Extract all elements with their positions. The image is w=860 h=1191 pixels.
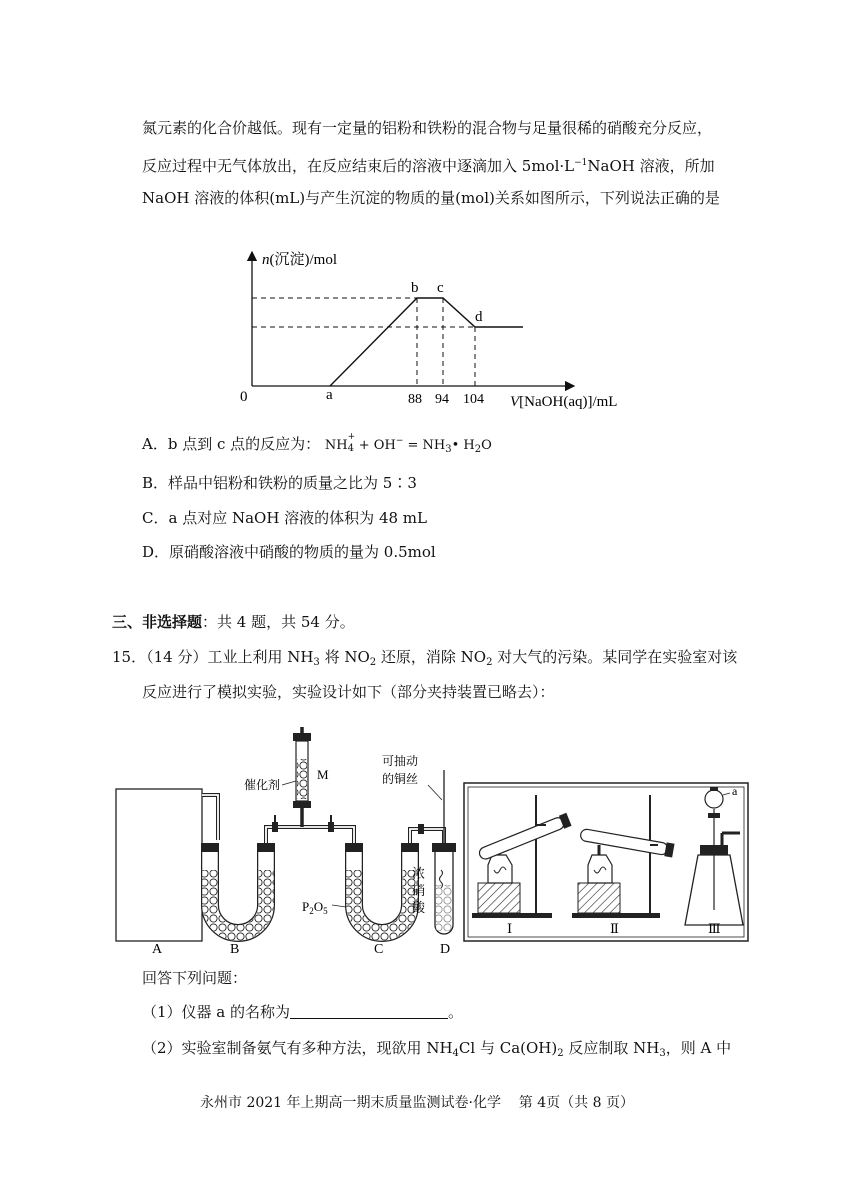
answer-blank-1[interactable] — [290, 1004, 448, 1019]
section-heading-bold: 三、非选择题 — [112, 613, 203, 631]
label-p2o5 — [302, 899, 328, 916]
label-m: M — [317, 767, 329, 782]
q2-sub1: 4 — [452, 1048, 459, 1059]
precipitate-chart — [230, 246, 650, 416]
option-a-equation — [324, 432, 492, 455]
label-roman-i: Ⅰ — [507, 921, 513, 936]
x-axis-label-rest: [NaOH(aq)]/mL — [519, 394, 618, 410]
tube-c-to-d — [410, 829, 444, 843]
q15-sub-3: 2 — [486, 657, 493, 668]
stopcock-left — [272, 815, 278, 832]
question-2 — [142, 1038, 731, 1064]
test-tube-d — [432, 843, 456, 934]
p2o5-o: O — [313, 899, 324, 914]
eq-nh4-sub: 4 — [347, 443, 355, 454]
option-a-label: A．b 点到 c 点的反应为： — [142, 435, 321, 453]
section-heading — [112, 612, 355, 632]
q15-sub-2: 2 — [369, 657, 377, 668]
point-label-c: c — [437, 280, 444, 296]
p2o5-p: P — [302, 899, 310, 914]
x-axis-label-v: V — [510, 394, 520, 410]
eq-oh-sup: − — [395, 436, 404, 446]
q2-c: 反应制取 NH — [563, 1039, 660, 1057]
q15-line-1-b: 将 NO — [319, 648, 370, 666]
option-d: D．原硝酸溶液中硝酸的物质的量为 0.5mol — [142, 543, 436, 561]
origin-label: 0 — [240, 389, 248, 405]
y-axis-label-n: n — [262, 252, 270, 268]
label-acid-3: 酸 — [412, 900, 426, 915]
intro-line-2-sup: −1 — [574, 158, 588, 168]
precipitate-curve — [330, 298, 523, 386]
intro-line-2 — [142, 153, 715, 176]
point-label-b: b — [411, 280, 419, 296]
q2-d: ，则 A 中 — [665, 1039, 732, 1057]
x-tick-94: 94 — [435, 392, 449, 407]
q15-sub-1: 3 — [313, 657, 320, 668]
q15-line-1-a: 15．（14 分）工业上利用 NH — [112, 648, 314, 666]
label-acid-1: 浓 — [412, 866, 426, 881]
question-1-end: 。 — [448, 1003, 464, 1021]
u-tube-b — [201, 843, 275, 933]
label-copper-1: 可抽动 — [382, 754, 419, 768]
eq-nh4: NH — [324, 438, 348, 453]
x-tick-88: 88 — [408, 392, 422, 407]
eq-h2o-sub: 2 — [474, 444, 482, 455]
y-axis-label-rest: (沉淀)/mol — [269, 252, 337, 268]
option-b: B．样品中铝粉和铁粉的质量之比为 5∶3 — [142, 474, 417, 492]
x-axis-label — [510, 394, 617, 410]
label-c-apparatus: C — [374, 942, 384, 957]
q15-line-1-d: 对大气的污染。某同学在实验室对该 — [492, 648, 738, 666]
answer-prompt: 回答下列问题： — [142, 969, 248, 987]
label-roman-ii: Ⅱ — [610, 921, 619, 936]
q2-sub3: 3 — [659, 1048, 666, 1059]
tube-a-to-b — [202, 795, 218, 840]
label-b-apparatus: B — [230, 942, 240, 957]
label-acid-2: 硝 — [412, 883, 426, 898]
label-copper-2: 的铜丝 — [382, 772, 419, 786]
y-axis-label — [262, 251, 337, 268]
eq-oh: + OH — [358, 438, 396, 453]
option-a — [142, 431, 492, 460]
section-heading-rest: ：共 4 题，共 54 分。 — [202, 613, 355, 631]
q2-sub2: 2 — [557, 1048, 564, 1059]
q15-line-1 — [112, 647, 737, 673]
option-c: C．a 点对应 NaOH 溶液的体积为 48 mL — [142, 509, 427, 527]
question-1 — [142, 1002, 463, 1022]
point-label-d: d — [475, 309, 483, 325]
tube-c-to-d-clamp — [418, 824, 424, 834]
label-roman-iii: Ⅲ — [708, 921, 721, 936]
q2-b: Cl 与 Ca(OH) — [458, 1039, 558, 1057]
u-tube-c — [345, 843, 419, 933]
label-catalyst: 催化剂 — [244, 778, 281, 792]
eq-nh3: = NH — [407, 438, 446, 453]
label-instrument-a: a — [732, 784, 738, 798]
q2-a: （2）实验室制备氨气有多种方法，现欲用 NH — [142, 1039, 453, 1057]
stopcock-right — [328, 815, 334, 832]
page-footer: 永州市 2021 年上期高一期末质量监测试卷·化学 第 4页（共 8 页） — [200, 1095, 634, 1111]
question-1-text: （1）仪器 a 的名称为 — [142, 1003, 291, 1021]
intro-line-2-b: NaOH 溶液，所加 — [587, 157, 715, 175]
generator-box-a — [116, 789, 202, 941]
intro-line-2-a: 反应过程中无气体放出，在反应结束后的溶液中逐滴加入 5mol·L — [142, 157, 575, 175]
label-a-apparatus: A — [152, 942, 163, 957]
apparatus-diagram — [110, 725, 760, 960]
intro-line-3: NaOH 溶液的体积(mL)与产生沉淀的物质的量(mol)关系如图所示，下列说法正确的是 — [142, 189, 720, 207]
eq-nh3-sub: 3 — [445, 444, 452, 455]
x-tick-104: 104 — [463, 392, 484, 407]
eq-h2o-o: O — [481, 438, 492, 453]
catalyst-column-m — [293, 727, 311, 827]
point-label-a: a — [326, 387, 333, 403]
label-d-apparatus: D — [440, 942, 451, 957]
q15-line-1-c: 还原，消除 NO — [376, 648, 487, 666]
intro-line-1: 氮元素的化合价越低。现有一定量的铝粉和铁粉的混合物与足量很稀的硝酸充分反应， — [142, 119, 713, 137]
eq-nh4-sup: + — [347, 432, 356, 442]
eq-h2o-h: • H — [451, 438, 475, 453]
q15-line-2: 反应进行了模拟实验，实验设计如下（部分夹持装置已略去）： — [142, 683, 555, 701]
p2o5-sub2: 5 — [323, 906, 328, 916]
p2o5-sub1: 2 — [309, 906, 314, 916]
